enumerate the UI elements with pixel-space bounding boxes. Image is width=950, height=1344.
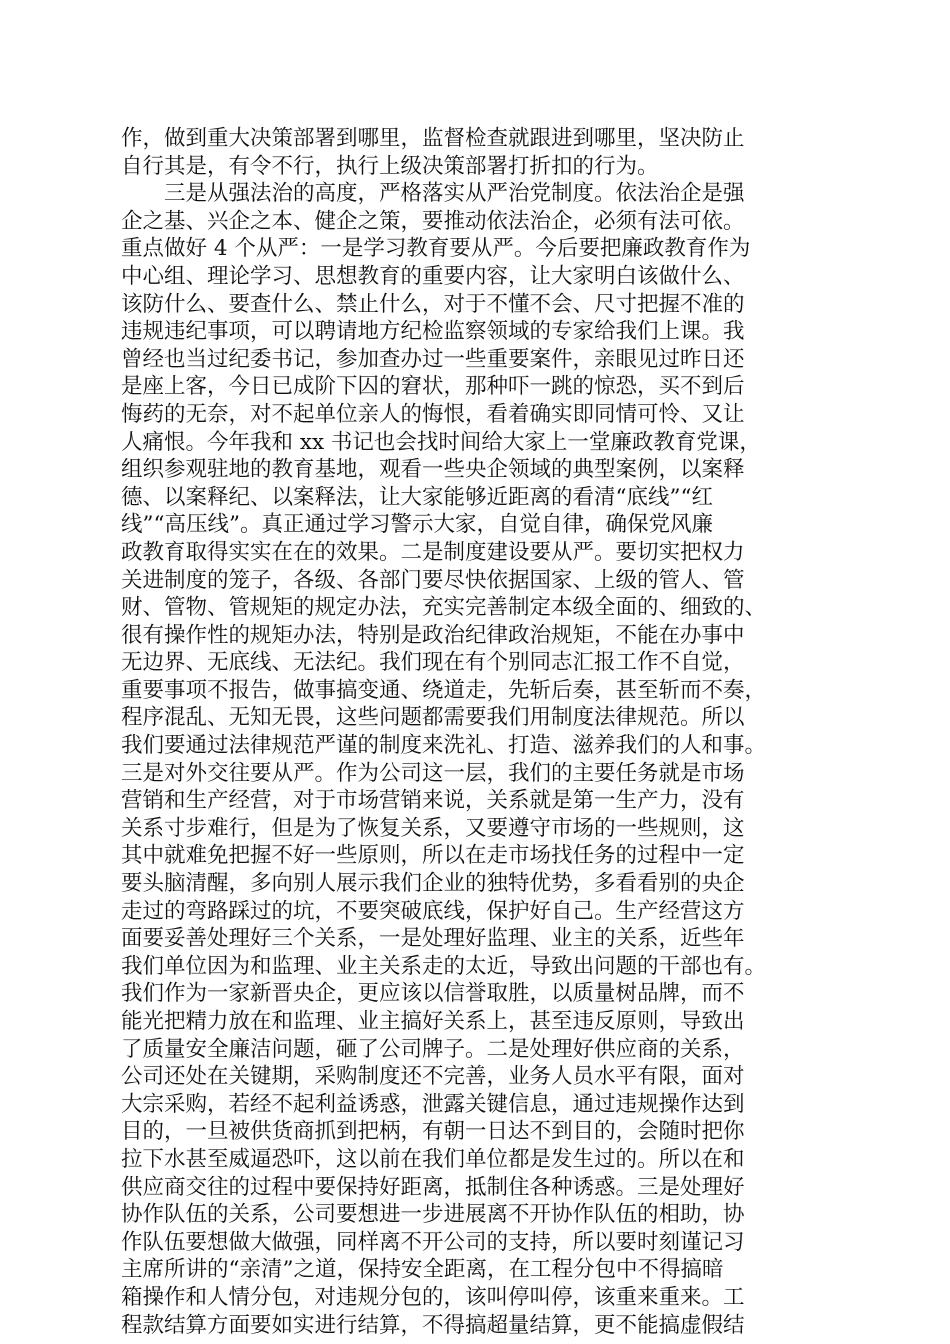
text-line: 我们单位因为和监理、业主关系走的太近，导致出问题的干部也有。 bbox=[121, 953, 767, 979]
text-line: 中心组、理论学习、思想教育的重要内容，让大家明白该做什么、 bbox=[121, 263, 745, 289]
text-line: 曾经也当过纪委书记，参加查办过一些重要案件，亲眼见过昨日还 bbox=[121, 346, 745, 372]
text-line: 悔药的无奈，对不起单位亲人的悔恨，看着确实即同情可怜、又让 bbox=[121, 401, 745, 427]
text-line: 很有操作性的规矩办法，特别是政治纪律政治规矩，不能在办事中 bbox=[121, 622, 745, 648]
text-line: 大宗采购，若经不起利益诱惑，泄露关键信息，通过违规操作达到 bbox=[121, 1091, 745, 1117]
text-line: 人痛恨。今年我和 xx 书记也会找时间给大家上一堂廉政教育党课， bbox=[121, 429, 761, 455]
text-line: 我们要通过法律规范严谨的制度来洗礼、打造、滋养我们的人和事。 bbox=[121, 733, 767, 759]
text-line: 拉下水甚至威逼恐吓，这以前在我们单位都是发生过的。所以在和 bbox=[121, 1146, 745, 1172]
text-line: 是座上客，今日已成阶下囚的窘状，那种吓一跳的惊恐，买不到后 bbox=[121, 374, 745, 400]
document-body-text bbox=[121, 125, 821, 1339]
text-line: 了质量安全廉洁问题，砸了公司牌子。二是处理好供应商的关系， bbox=[121, 1036, 745, 1062]
text-line: 其中就难免把握不好一些原则，所以在走市场找任务的过程中一定 bbox=[121, 843, 745, 869]
text-line: 无边界、无底线、无法纪。我们现在有个别同志汇报工作不自觉， bbox=[121, 650, 745, 676]
text-line: 自行其是，有令不行，执行上级决策部署打折扣的行为。 bbox=[121, 153, 659, 179]
text-line: 三是对外交往要从严。作为公司这一层，我们的主要任务就是市场 bbox=[121, 760, 745, 786]
text-line: 箱操作和人情分包，对违规分包的，该叫停叫停，该重来重来。工 bbox=[121, 1284, 745, 1310]
text-line: 协作队伍的关系，公司要想进一步进展离不开协作队伍的相助，协 bbox=[121, 1202, 745, 1228]
text-line: 政教育取得实实在在的效果。二是制度建设要从严。要切实把权力 bbox=[121, 539, 745, 565]
text-line: 违规违纪事项，可以聘请地方纪检监察领域的专家给我们上课。我 bbox=[121, 319, 745, 345]
text-line: 重要事项不报告，做事搞变通、绕道走，先斩后奏，甚至斩而不奏， bbox=[121, 677, 767, 703]
text-line: 企之基、兴企之本、健企之策，要推动依法治企，必须有法可依。 bbox=[121, 208, 745, 234]
text-line: 财、管物、管规矩的规定办法，充实完善制定本级全面的、细致的、 bbox=[121, 595, 767, 621]
text-line: 程款结算方面要如实进行结算，不得搞超量结算，更不能搞虚假结 bbox=[121, 1312, 745, 1338]
text-line: 主席所讲的“亲清”之道，保持安全距离，在工程分包中不得搞暗 bbox=[121, 1257, 724, 1283]
text-line: 关进制度的笼子，各级、各部门要尽快依据国家、上级的管人、管 bbox=[121, 567, 745, 593]
text-line: 作，做到重大决策部署到哪里，监督检查就跟进到哪里，坚决防止 bbox=[121, 126, 745, 151]
text-line: 公司还处在关键期，采购制度还不完善，业务人员水平有限，面对 bbox=[121, 1064, 745, 1090]
text-line: 德、以案释纪、以案释法，让大家能够近距离的看清“底线”“红 bbox=[121, 484, 713, 510]
text-line: 面要妥善处理好三个关系，一是处理好监理、业主的关系，近些年 bbox=[121, 926, 745, 952]
text-line: 程序混乱、无知无畏，这些问题都需要我们用制度法律规范。所以 bbox=[121, 705, 745, 731]
text-line: 能光把精力放在和监理、业主搞好关系上，甚至违反原则，导致出 bbox=[121, 1009, 745, 1034]
text-line: 走过的弯路踩过的坑，不要突破底线，保护好自己。生产经营这方 bbox=[121, 898, 745, 924]
text-line: 供应商交往的过程中要保持好距离，抵制住各种诱惑。三是处理好 bbox=[121, 1174, 745, 1200]
text-line: 目的，一旦被供货商抓到把柄，有朝一日达不到目的，会随时把你 bbox=[121, 1119, 745, 1145]
text-line: 要头脑清醒，多向别人展示我们企业的独特优势，多看看别的央企 bbox=[121, 871, 745, 897]
text-line: 线”“高压线”。真正通过学习警示大家，自觉自律，确保党风廉 bbox=[121, 512, 713, 538]
text-line: 该防什么、要查什么、禁止什么，对于不懂不会、尺寸把握不准的 bbox=[121, 291, 745, 317]
text-line: 组织参观驻地的教育基地，观看一些央企领域的典型案例，以案释 bbox=[121, 457, 745, 483]
text-line: 作队伍要想做大做强，同样离不开公司的支持，所以要时刻谨记习 bbox=[121, 1229, 745, 1255]
text-line: 营销和生产经营，对于市场营销来说，关系就是第一生产力，没有 bbox=[121, 788, 745, 814]
text-line: 关系寸步难行，但是为了恢复关系，又要遵守市场的一些规则，这 bbox=[121, 815, 745, 841]
text-line: 重点做好 4 个从严：一是学习教育要从严。今后要把廉政教育作为 bbox=[121, 236, 751, 262]
text-line: 我们作为一家新晋央企，更应该以信誉取胜，以质量树品牌，而不 bbox=[121, 981, 745, 1007]
text-line: 三是从强法治的高度，严格落实从严治党制度。依法治企是强 bbox=[164, 181, 745, 207]
